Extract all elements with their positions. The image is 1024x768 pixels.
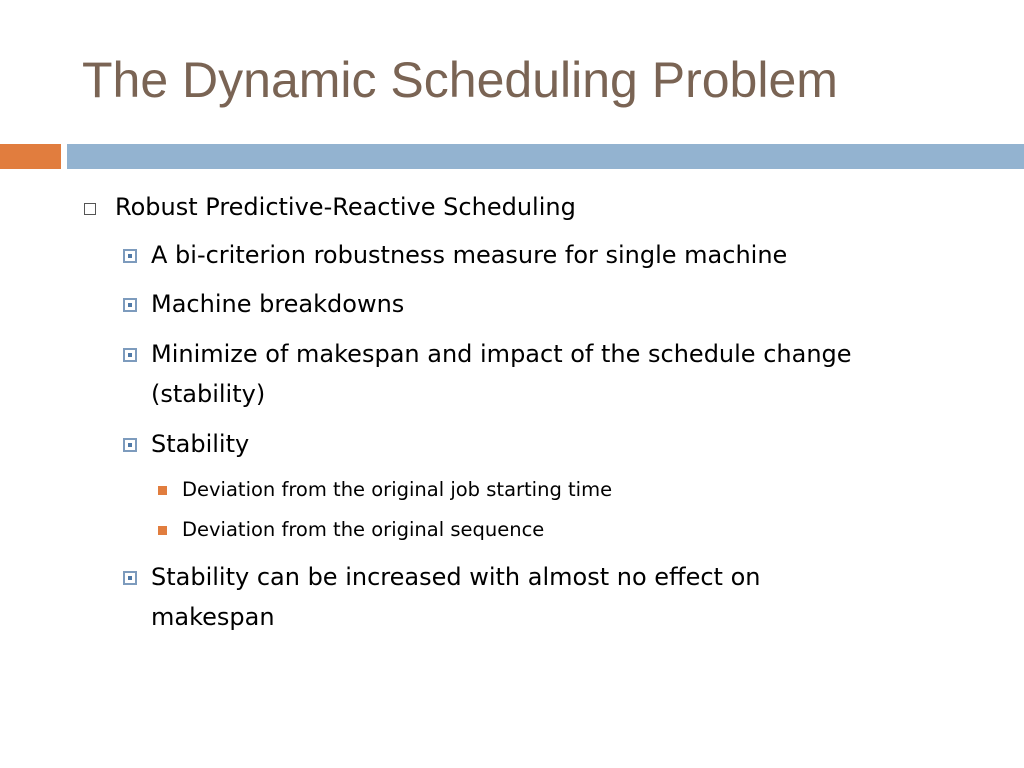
list-item: Deviation from the original job starting time bbox=[182, 478, 613, 501]
list-item: Robust Predictive-Reactive Scheduling bbox=[115, 193, 576, 221]
blue-square-bullet-icon bbox=[123, 438, 137, 452]
list-item-continuation: makespan bbox=[151, 603, 275, 631]
list-item: Machine breakdowns bbox=[151, 290, 405, 318]
hollow-square-icon bbox=[84, 203, 96, 215]
list-item-continuation: (stability) bbox=[151, 380, 266, 408]
list-item: Deviation from the original sequence bbox=[182, 518, 545, 541]
list-item: A bi-criterion robustness measure for single machine bbox=[151, 241, 788, 269]
list-item: Minimize of makespan and impact of the schedule change bbox=[151, 340, 852, 368]
orange-square-bullet-icon bbox=[158, 486, 167, 495]
blue-square-bullet-icon bbox=[123, 348, 137, 362]
slide-title: The Dynamic Scheduling Problem bbox=[82, 52, 838, 108]
blue-square-bullet-icon bbox=[123, 571, 137, 585]
orange-square-bullet-icon bbox=[158, 526, 167, 535]
blue-square-bullet-icon bbox=[123, 249, 137, 263]
list-item: Stability bbox=[151, 430, 250, 458]
list-item: Stability can be increased with almost no effect on bbox=[151, 563, 761, 591]
blue-square-bullet-icon bbox=[123, 298, 137, 312]
